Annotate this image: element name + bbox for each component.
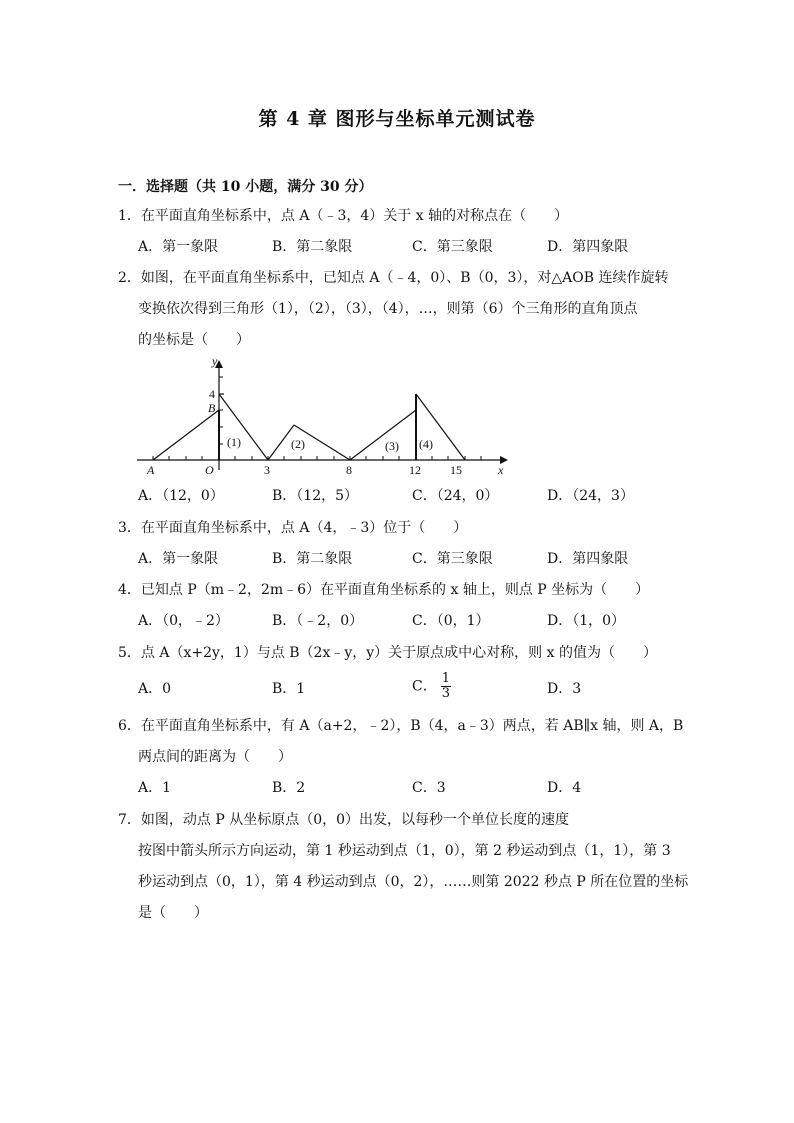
x-axis-label: x bbox=[498, 463, 504, 476]
question-7-line-4: 是（ ） bbox=[138, 905, 208, 921]
q3-option-a: A．第一象限 bbox=[138, 551, 219, 567]
question-2-line-1: 2．如图，在平面直角坐标系中，已知点 A（﹣4，0）、B（0，3），对△AOB 连续作旋转 bbox=[118, 270, 669, 286]
question-7-line-3: 秒运动到点（0，1），第 4 秒运动到点（0，2），……则第 2022 秒点 P 所在位置的坐标 bbox=[138, 874, 689, 890]
tick-label-3: 3 bbox=[264, 463, 270, 476]
q4-option-a: A．（0，﹣2） bbox=[138, 613, 229, 629]
q1-option-a: A．第一象限 bbox=[138, 239, 219, 255]
question-2-line-3: 的坐标是（ ） bbox=[138, 332, 250, 348]
tick-label-12: 12 bbox=[409, 463, 421, 476]
fraction-denominator: 3 bbox=[441, 686, 450, 701]
question-1-stem: 1．在平面直角坐标系中，点 A（﹣3，4）关于 x 轴的对称点在（ ） bbox=[118, 208, 569, 224]
x-axis-ticks bbox=[153, 456, 481, 460]
q6-option-d: D．4 bbox=[547, 780, 582, 796]
q3-option-b: B．第二象限 bbox=[272, 551, 353, 567]
tick-label-15: 15 bbox=[450, 463, 462, 476]
q1-option-c: C．第三象限 bbox=[412, 239, 493, 255]
point-A-label: A bbox=[147, 463, 155, 476]
q5-option-a: A．0 bbox=[138, 681, 172, 697]
triangle-3-hypotenuse bbox=[350, 410, 416, 460]
q2-option-b: B．（12，5） bbox=[272, 488, 359, 504]
question-3-stem: 3．在平面直角坐标系中，点 A（4，﹣3）位于（ ） bbox=[118, 520, 468, 536]
y-axis-label: y bbox=[212, 354, 218, 368]
q6-option-b: B．2 bbox=[272, 780, 306, 796]
question-6-line-1: 6．在平面直角坐标系中，有 A（a+2，﹣2），B（4，a﹣3）两点，若 AB∥x 轴，则 A，B bbox=[118, 718, 684, 734]
q4-option-c: C．（0，1） bbox=[412, 613, 490, 629]
question-5-stem: 5．点 A（x+2y，1）与点 B（2x﹣y，y）关于原点成中心对称，则 x 的值为（ ） bbox=[118, 645, 657, 661]
question-7-line-1: 7．如图，动点 P 从坐标原点（0，0）出发，以每秒一个单位长度的速度 bbox=[118, 812, 570, 828]
triangle-label-2: (2) bbox=[291, 437, 305, 451]
question-2-line-2: 变换依次得到三角形（1），（2），（3），（4），…，则第（6）个三角形的直角顶点 bbox=[138, 301, 638, 317]
question-6-line-2: 两点间的距离为（ ） bbox=[138, 749, 292, 765]
q6-option-a: A．1 bbox=[138, 780, 172, 796]
point-B-label: B bbox=[208, 401, 216, 415]
triangle-label-1: (1) bbox=[227, 435, 241, 449]
tick-label-8: 8 bbox=[346, 463, 352, 476]
question-7-line-2: 按图中箭头所示方向运动，第 1 秒运动到点（1，0），第 2 秒运动到点（1，1），第 3 bbox=[138, 843, 671, 859]
origin-label: O bbox=[205, 463, 214, 476]
rotation-figure bbox=[132, 352, 512, 476]
q5-option-c-label: C． bbox=[412, 678, 437, 695]
q5-option-b: B．1 bbox=[272, 681, 306, 697]
q2-option-a: A．（12，0） bbox=[138, 488, 224, 504]
triangle-label-3: (3) bbox=[385, 439, 399, 453]
q1-option-d: D．第四象限 bbox=[547, 239, 629, 255]
fraction-one-third bbox=[441, 672, 451, 701]
fraction-numerator: 1 bbox=[441, 671, 450, 686]
section-heading: 一．选择题（共 10 小题，满分 30 分） bbox=[118, 179, 373, 195]
q2-option-c: C．（24，0） bbox=[412, 488, 499, 504]
q3-option-d: D．第四象限 bbox=[547, 551, 629, 567]
q2-option-d: D．（24，3） bbox=[547, 488, 634, 504]
tick-label-4: 4 bbox=[209, 387, 215, 401]
triangle-1-hypotenuse bbox=[219, 394, 268, 460]
q3-option-c: C．第三象限 bbox=[412, 551, 493, 567]
triangle-AOB-hypotenuse bbox=[153, 410, 219, 460]
page-title: 第 4 章 图形与坐标单元测试卷 bbox=[258, 108, 536, 130]
q4-option-b: B．（﹣2，0） bbox=[272, 613, 364, 629]
q5-option-c bbox=[412, 672, 451, 701]
q4-option-d: D．（1，0） bbox=[547, 613, 626, 629]
question-4-stem: 4．已知点 P（m﹣2，2m﹣6）在平面直角坐标系的 x 轴上，则点 P 坐标为（ ） bbox=[118, 582, 650, 598]
q6-option-c: C．3 bbox=[412, 780, 446, 796]
triangle-label-4: (4) bbox=[419, 437, 433, 451]
q1-option-b: B．第二象限 bbox=[272, 239, 353, 255]
q5-option-d: D．3 bbox=[547, 681, 582, 697]
